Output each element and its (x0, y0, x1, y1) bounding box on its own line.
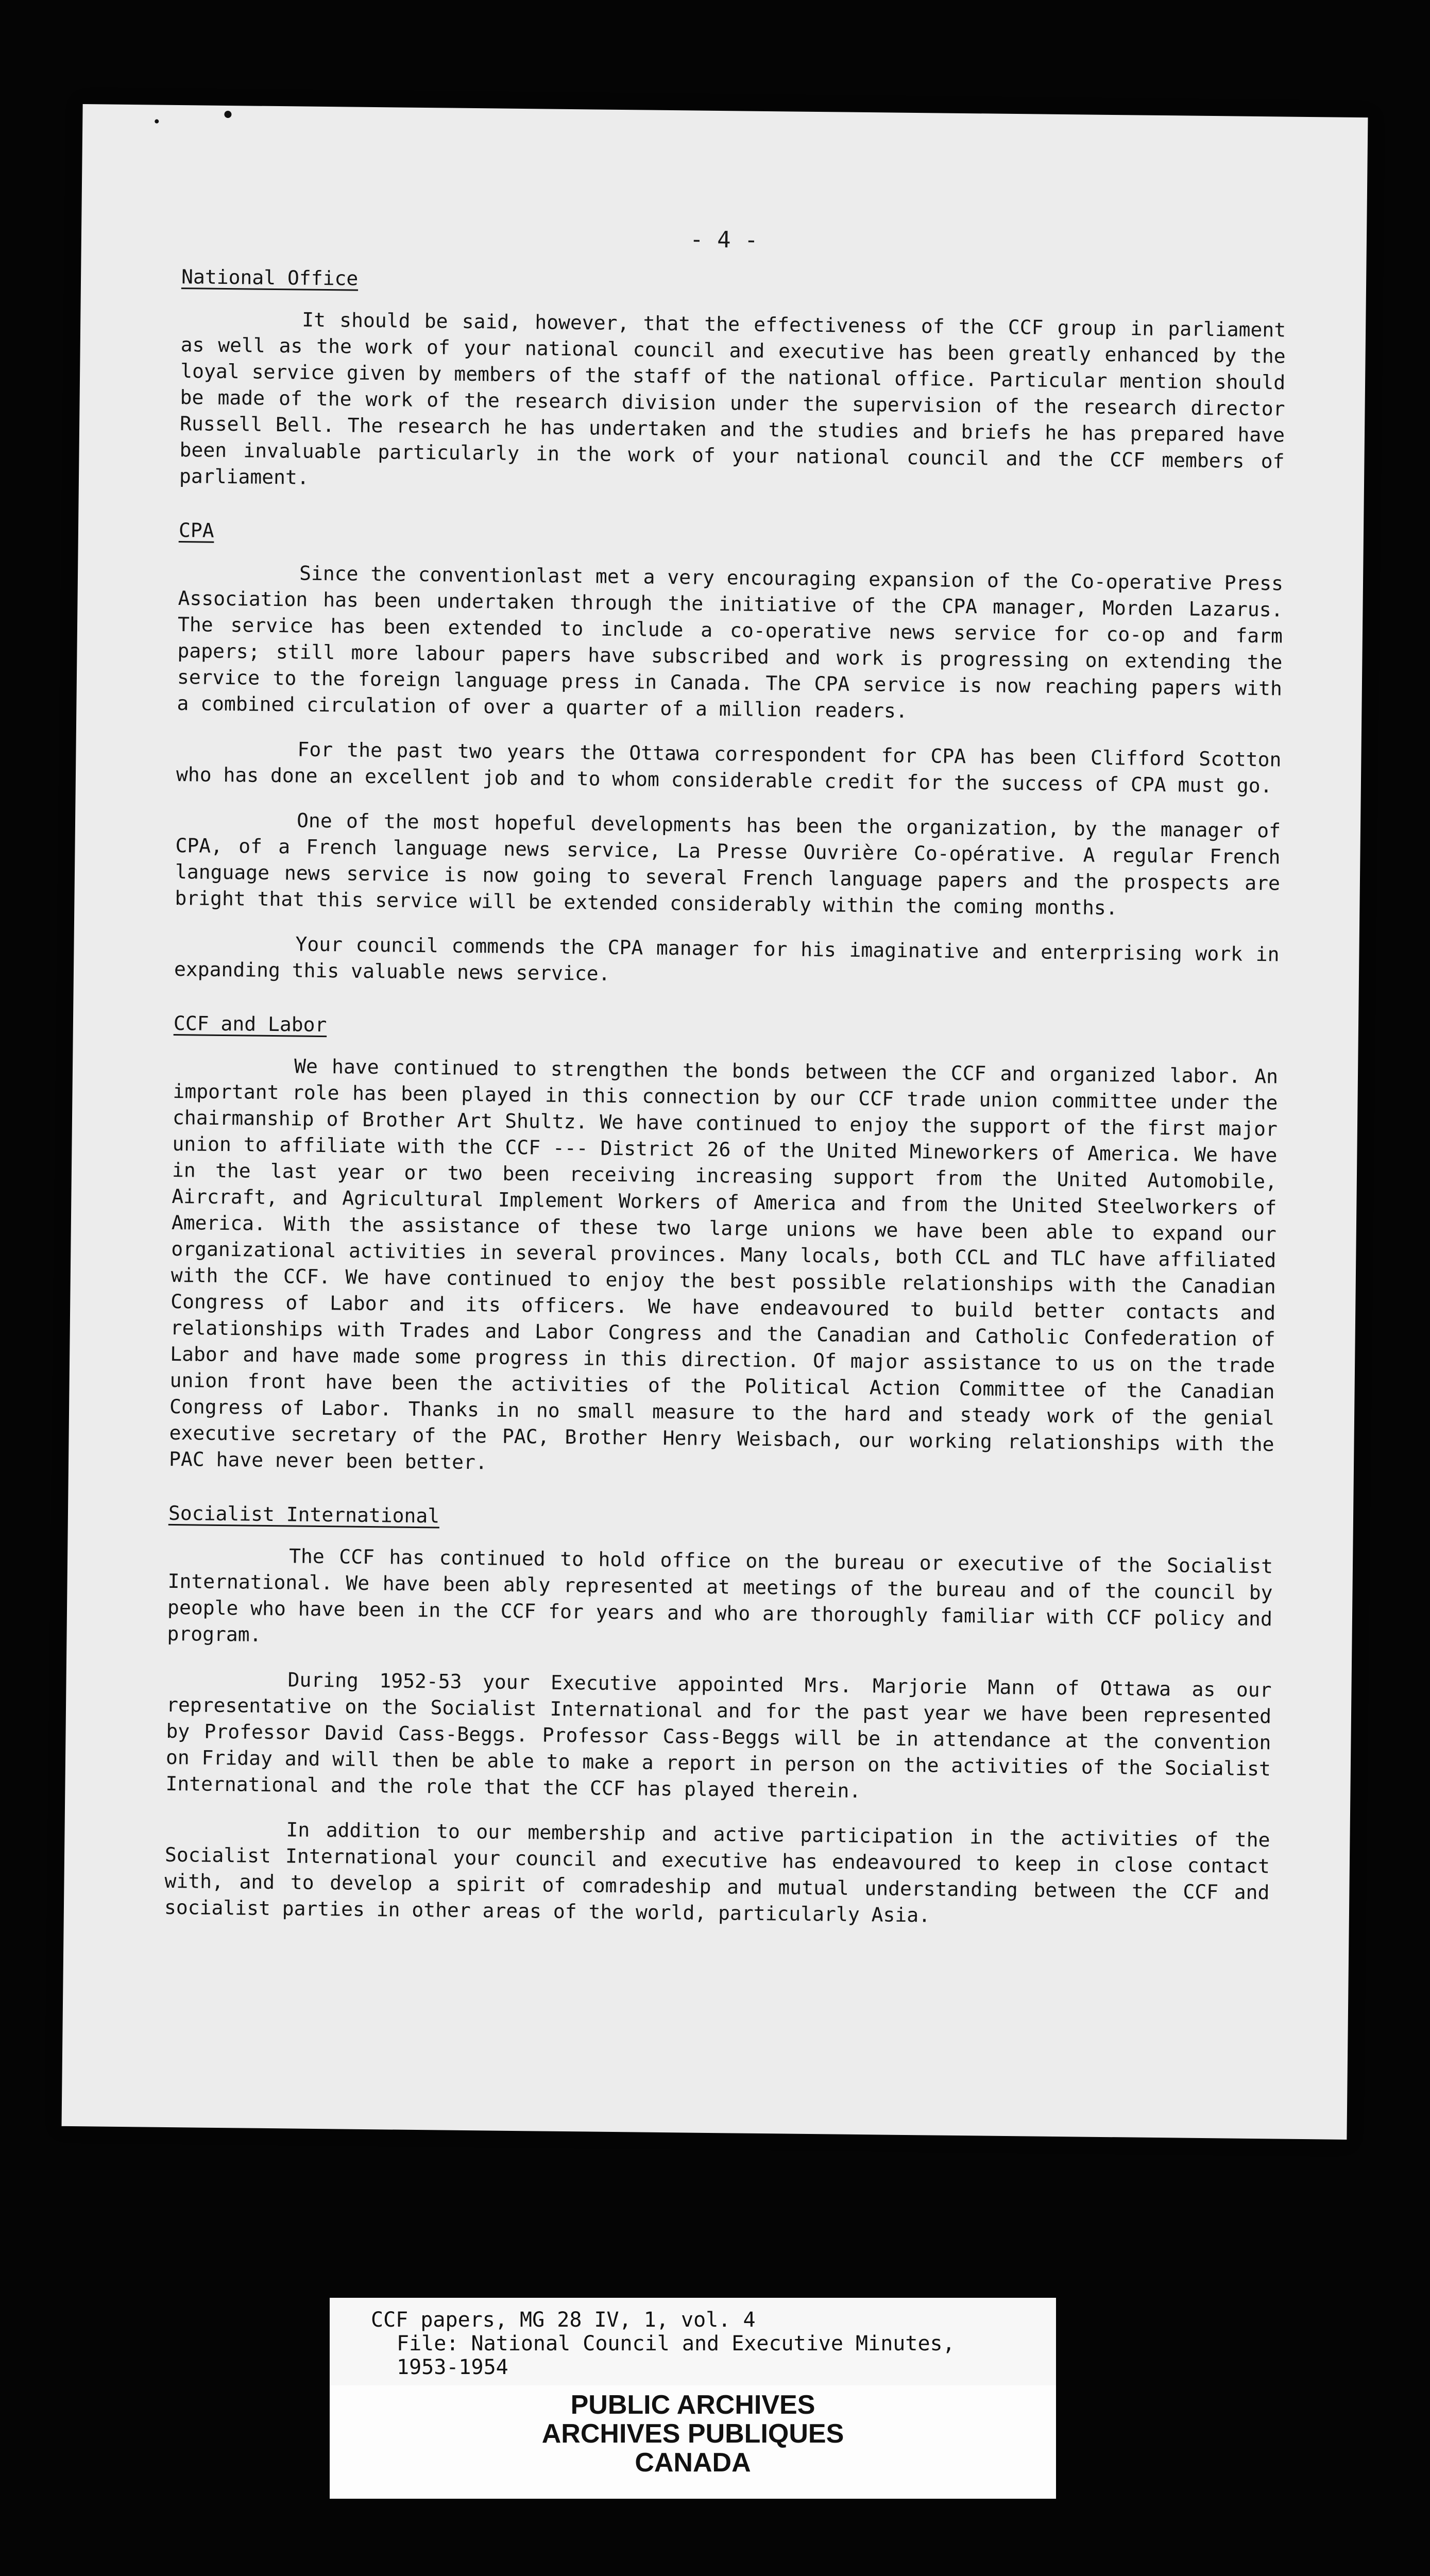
paragraph: For the past two years the Ottawa correspondent for CPA has been Clifford Scotton who has done an excellent job and to whom considerable credit for the success of CPA must go. (176, 738, 1282, 798)
archive-reference (371, 2308, 955, 2379)
document-page (62, 104, 1368, 2140)
section-heading: CPA (178, 519, 214, 542)
paragraph: It should be said, however, that the effectiveness of the CCF group in parliament as well as the work of your national council and executive has been greatly enhanced by the loyal service given by members of the staff of the national office. Particular mention should be made of the work of the research division under the supervision of the research director Russell Bell. The research he has undertaken and the studies and briefs he has prepared have been invaluable particularly in the work of your national council and the CCF members of parliament. (179, 308, 1286, 489)
archive-reference-line: File: National Council and Executive Minutes, (397, 2332, 955, 2355)
section-cpa (174, 508, 1284, 994)
paragraph: Since the conventionlast met a very encouraging expansion of the Co-operative Press Association has been undertaken through the initiative of the CPA manager, Morden Lazarus. The service has been extended to include a co-operative news service for co-op and farm papers; still more labour papers have subscribed and work is progressing on extending the service to the foreign language press in Canada. The CPA service is now reaching papers with a combined circulation of over a quarter of a million readers. (177, 562, 1284, 722)
document-body (164, 255, 1286, 1951)
section-heading: National Office (181, 265, 359, 290)
paragraph: The CCF has continued to hold office on the bureau or executive of the Socialist International. We have been ably represented at meetings of the bureau and of the council by people who have been in the CCF for years and who are thoroughly familiar with CCF policy and program. (167, 1545, 1273, 1646)
paragraph: Your council commends the CPA manager for his imaginative and enterprising work in expanding this valuable news service. (174, 933, 1280, 985)
section-heading: CCF and Labor (173, 1011, 327, 1037)
archive-reference-line: CCF papers, MG 28 IV, 1, vol. 4 (371, 2308, 756, 2332)
archive-stamp-line: CANADA (635, 2448, 751, 2478)
section-socialist-international (164, 1491, 1274, 1932)
section-national-office (179, 255, 1287, 501)
paragraph: One of the most hopeful developments has been the organization, by the manager of CPA, of a French language news service, La Presse Ouvrière Co-opérative. A regular French language news service is now going to several French language papers and the prospects are bright that this service will be extended considerably within the coming months. (175, 809, 1281, 920)
section-ccf-and-labor (169, 1001, 1279, 1484)
punch-dot (224, 111, 231, 118)
page-number: - 4 - (689, 226, 758, 253)
section-heading: Socialist International (168, 1501, 440, 1528)
archive-stamp-line: ARCHIVES PUBLIQUES (541, 2419, 844, 2449)
punch-dot-small (155, 120, 159, 124)
paragraph: In addition to our membership and active participation in the activities of the Socialist International your council and executive has endeavoured to keep in close contact with, and to develop a spirit of comradeship and mutual understanding between the CCF and socialist parties in other areas of the world, particularly Asia. (164, 1818, 1270, 1927)
paragraph: During 1952-53 your Executive appointed Mrs. Marjorie Mann of Ottawa as our representative on the Socialist International and for the past year we have been represented by Professor David Cass-Beggs. Professor Cass-Beggs will be in attendance at the convention on Friday and will then be able to make a report in person on the activities of the Socialist International and the role that the CCF has played therein. (165, 1668, 1272, 1803)
paragraph: We have continued to strengthen the bonds between the CCF and organized labor. An important role has been played in this connection by our CCF trade union committee under the chairmanship of Brother Art Shultz. We have continued to enjoy the support of the first major union to affiliate with the CCF --- District 26 of the United Mineworkers of America. We have in the last year or two been receiving increasing support from the United Automobile, Aircraft, and Agricultural Implement Workers of America and from the United Steelworkers of America. With the assistance of these two large unions we have been able to expand our organizational activities in several provinces. Many locals, both CCL and TLC have affiliated with the CCF. We have continued to enjoy the best possible relationships with the Canadian Congress of Labor and its officers. We have endeavoured to build better contacts and relationships with Trades and Labor Congress and the Canadian and Catholic Confederation of Labor and have made some progress in this direction. Of major assistance to us on the trade union front have been the activities of the Political Action Committee of the Canadian Congress of Labor. Thanks in no small measure to the hard and steady work of the genial executive secretary of the PAC, Brother Henry Weisbach, our working relationships with the PAC have never been better. (168, 1055, 1279, 1474)
archive-label (330, 2298, 1056, 2499)
archive-stamp (330, 2391, 1056, 2477)
archive-stamp-line: PUBLIC ARCHIVES (570, 2390, 815, 2420)
archive-reference-line: 1953-1954 (397, 2355, 508, 2379)
